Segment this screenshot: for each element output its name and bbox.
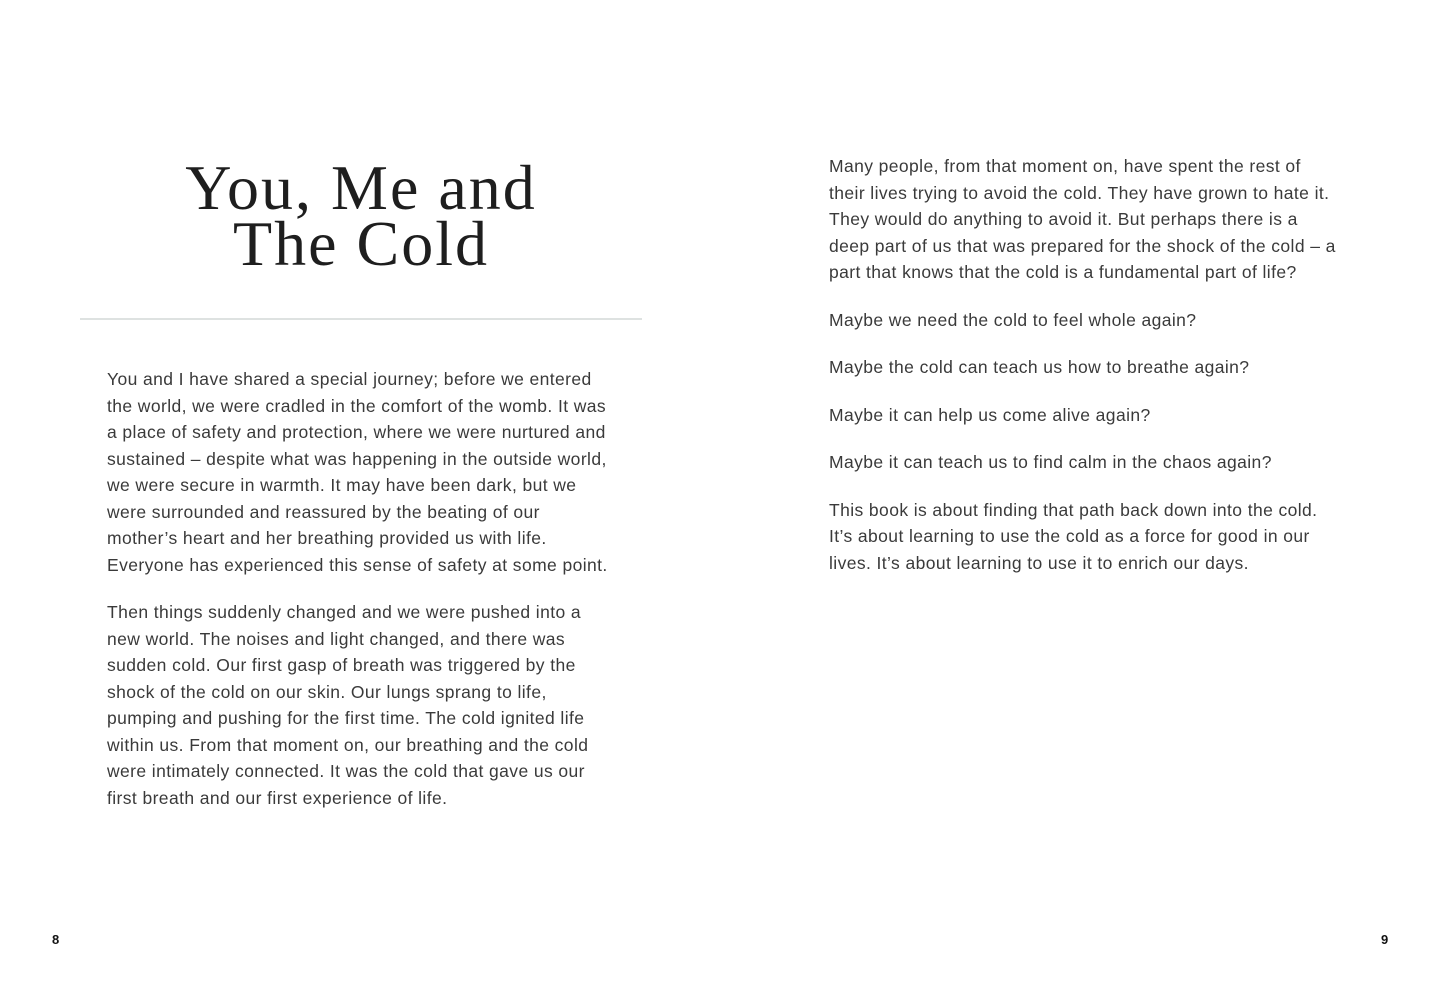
- page-number-right: 9: [1381, 932, 1389, 947]
- paragraph: This book is about finding that path back down into the cold. It’s about learning to use the cold as a force for good in our lives. It’s about learning to use it to enrich our days.: [829, 499, 1318, 573]
- title-divider: [80, 318, 642, 320]
- chapter-title: [80, 152, 642, 279]
- chapter-title-line-2: The Cold: [233, 208, 489, 279]
- chapter-title-line-1: You, Me and: [185, 152, 537, 223]
- left-page: [0, 0, 722, 990]
- page-number-left: 8: [52, 932, 60, 947]
- paragraph: Maybe the cold can teach us how to breathe again?: [829, 357, 1250, 377]
- paragraph: Maybe it can help us come alive again?: [829, 404, 1151, 425]
- paragraph: Many people, from that moment on, have spent the rest of their lives trying to avoid the cold. They have grown to hate it. They would do anything to avoid it. But perhaps there is a deep part of us that was prepared for the shock of the cold – a part that knows that the cold is a fundamental part of life?: [829, 156, 1336, 282]
- paragraph: You and I have shared a special journey; before we entered the world, we were cradled in the comfort of the womb. It was a place of safety and protection, where we were nurtured and sustained – despite what was happening in the outside world, we were secure in warmth. It may have been dark, but we were surrounded and reassured by the beating of our mother’s heart and her breathing provided us with life. Everyone has experienced this sense of safety at some point.: [107, 369, 608, 575]
- right-page-body: [829, 153, 1341, 576]
- paragraph: Maybe we need the cold to feel whole again?: [829, 309, 1197, 330]
- left-page-body: [107, 366, 615, 811]
- paragraph: Then things suddenly changed and we were pushed into a new world. The noises and light changed, and there was sudden cold. Our first gasp of breath was triggered by the shock of the cold on our skin. Our lungs sprang to life, pumping and pushing for the first time. The cold ignited life within us. From that moment on, our breathing and the cold were intimately connected. It was the cold that gave us our first breath and our first experience of life.: [107, 602, 589, 808]
- paragraph: Maybe it can teach us to find calm in the chaos again?: [829, 452, 1272, 472]
- right-page: [722, 0, 1445, 990]
